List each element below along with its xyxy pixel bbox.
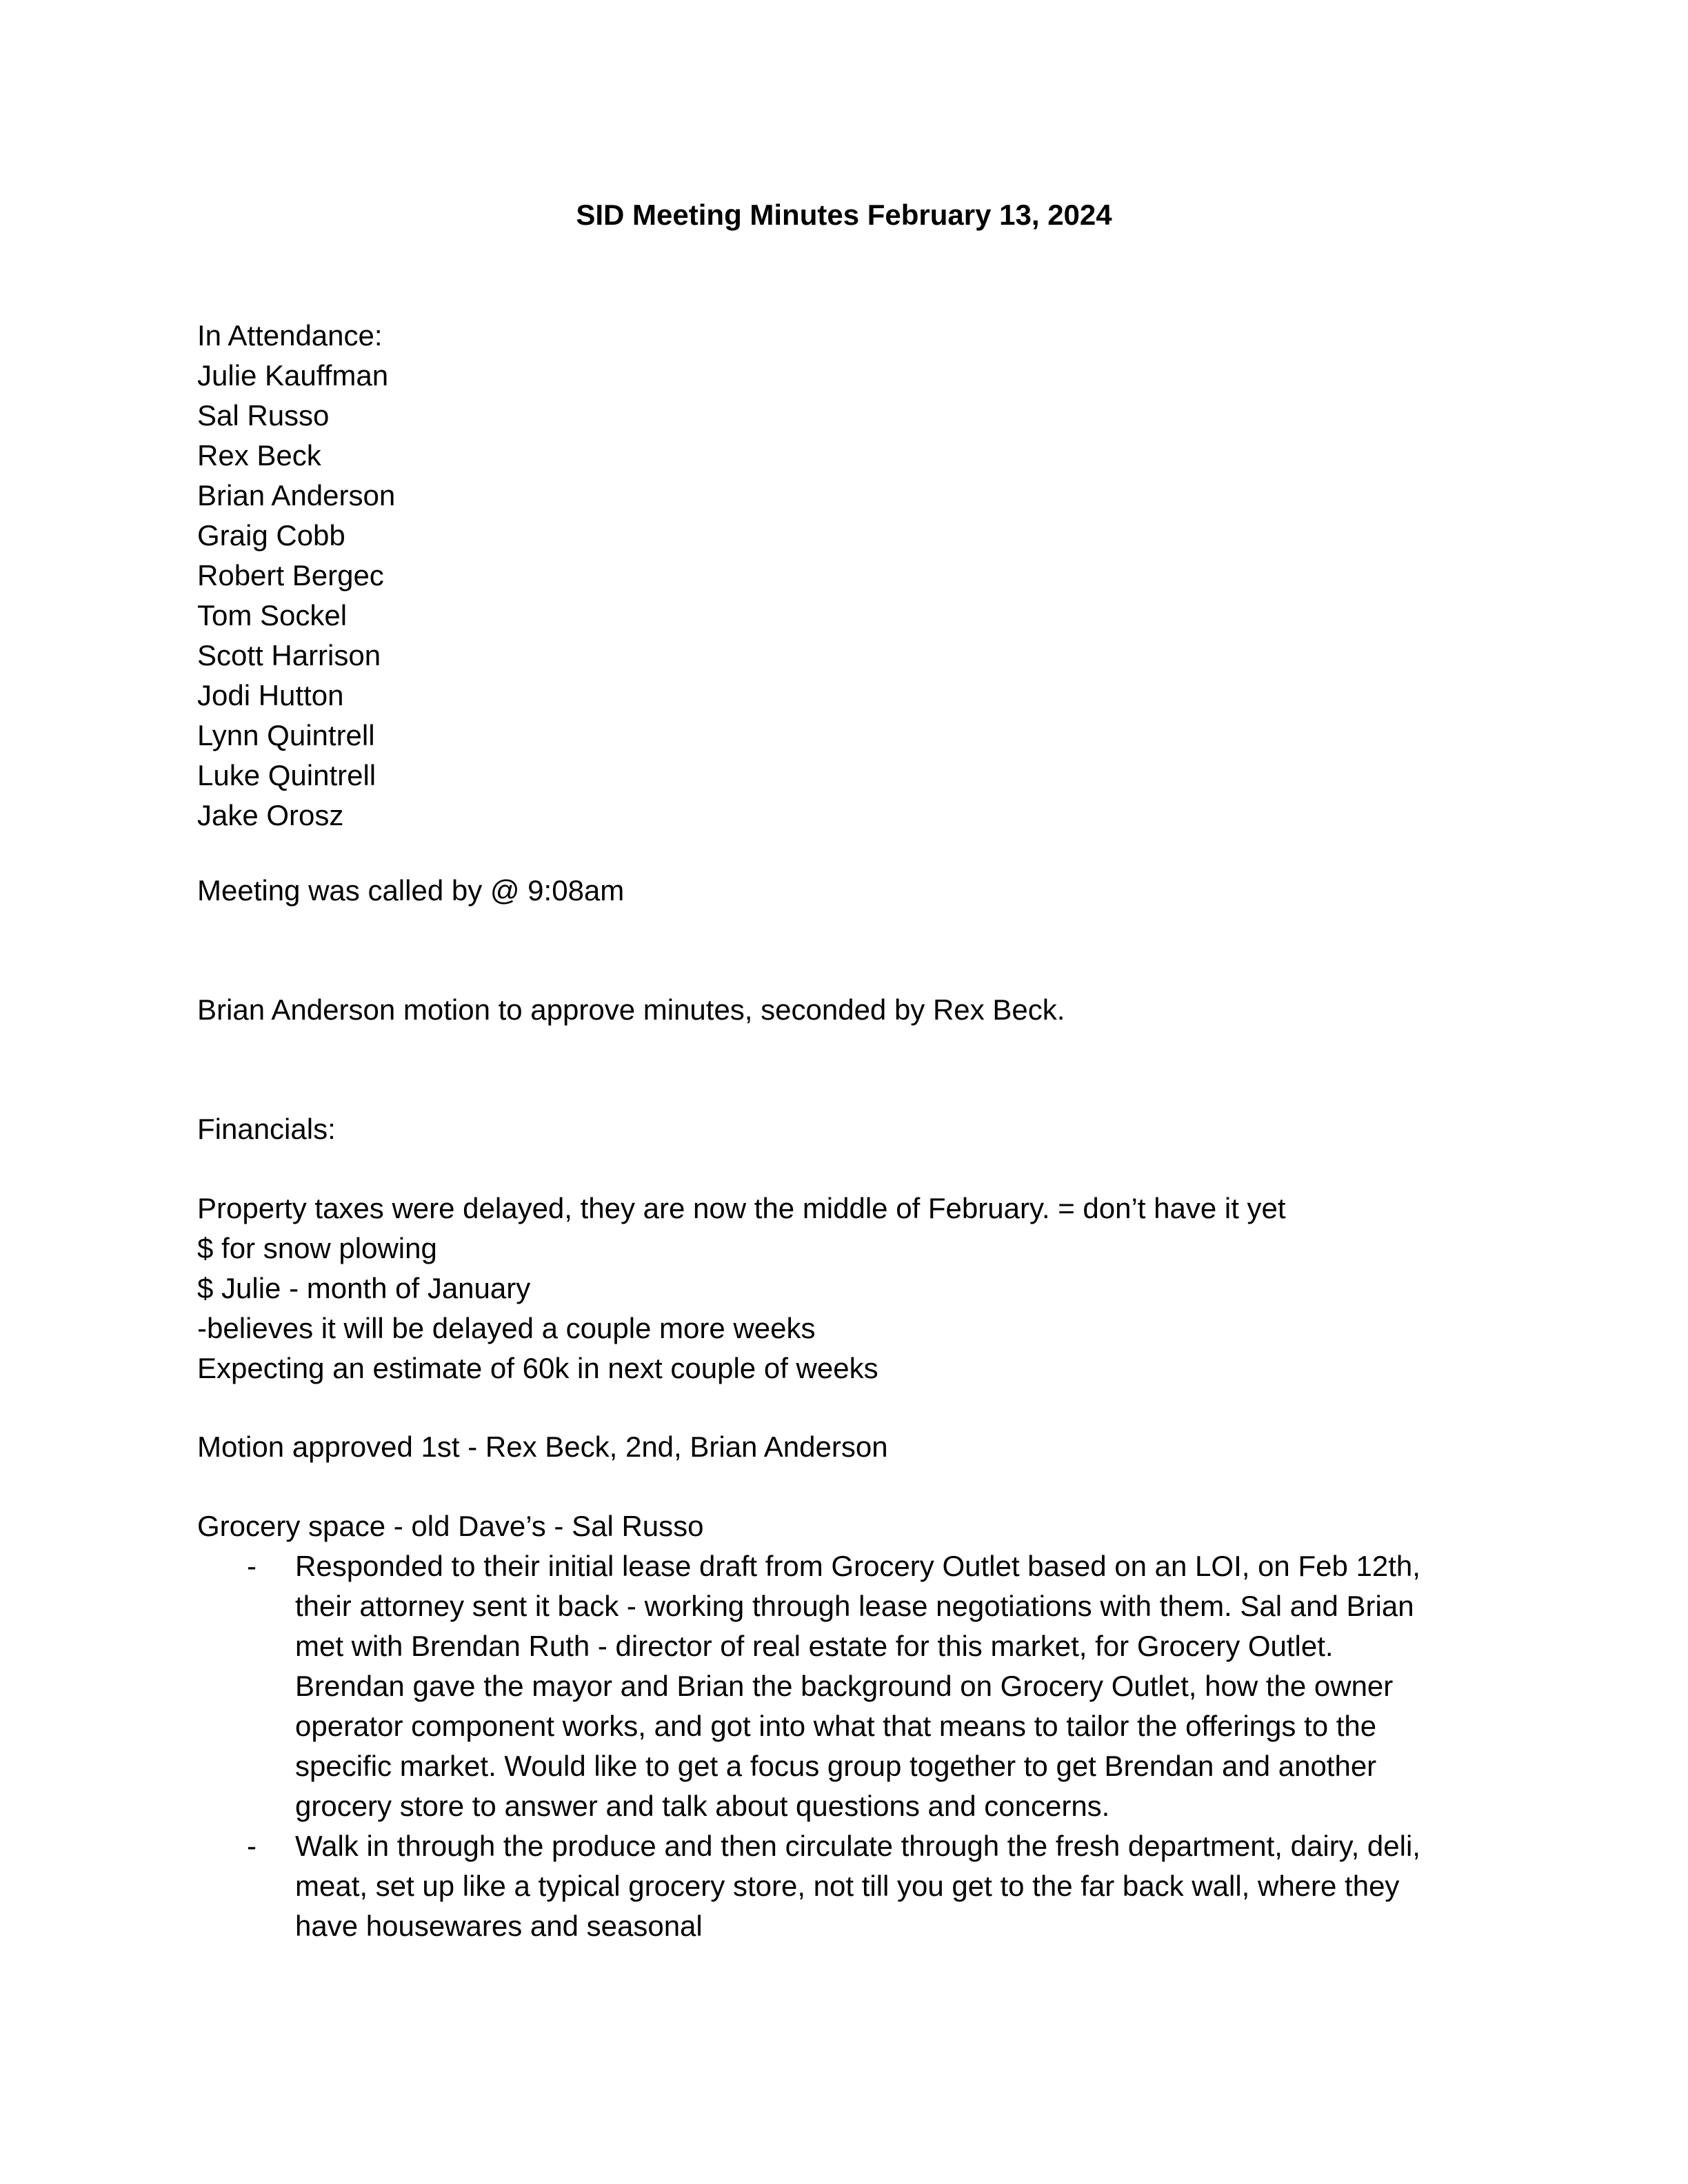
page-title: SID Meeting Minutes February 13, 2024: [576, 199, 1112, 231]
bullet-line: Walk in through the produce and then circulate through the fresh department, dairy, deli,: [295, 1830, 1420, 1862]
list-item: [197, 1546, 1507, 1826]
bullet-line: met with Brendan Ruth - director of real estate for this market, for Grocery Outlet.: [295, 1630, 1334, 1662]
meeting-called-text: Meeting was called by @ 9:08am: [197, 874, 625, 907]
attendee-name: Robert Bergec: [197, 559, 384, 592]
financials-heading: Financials:: [197, 1113, 336, 1145]
attendee-name: Scott Harrison: [197, 639, 381, 671]
attendee-name: Jake Orosz: [197, 799, 344, 831]
bullet-line: Brendan gave the mayor and Brian the background on Grocery Outlet, how the owner: [295, 1670, 1394, 1702]
attendance-heading: In Attendance:: [197, 319, 383, 352]
attendee-name: Jodi Hutton: [197, 679, 344, 711]
financials-section: [197, 1189, 1507, 1388]
bullet-line: operator component works, and got into what that means to tailor the offerings to the: [295, 1710, 1377, 1742]
attendee-name: Graig Cobb: [197, 519, 345, 552]
bullet-line: have housewares and seasonal: [295, 1910, 703, 1942]
attendee-name: Luke Quintrell: [197, 759, 376, 791]
financials-line: Expecting an estimate of 60k in next couple of weeks: [197, 1352, 878, 1384]
grocery-heading: Grocery space - old Dave’s - Sal Russo: [197, 1510, 704, 1542]
attendee-name: Rex Beck: [197, 439, 321, 472]
grocery-bullet-list: [197, 1546, 1507, 1946]
attendee-name: Sal Russo: [197, 399, 330, 432]
minutes-motion-text: Brian Anderson motion to approve minutes, seconded by Rex Beck.: [197, 993, 1065, 1026]
financials-heading-section: [197, 1109, 1507, 1149]
attendance-section: [197, 316, 1507, 836]
bullet-line: meat, set up like a typical grocery store, not till you get to the far back wall, where they: [295, 1870, 1400, 1902]
attendee-name: Julie Kauffman: [197, 359, 389, 392]
attendee-name: Lynn Quintrell: [197, 719, 375, 751]
financials-line: Property taxes were delayed, they are now the middle of February. = don’t have it yet: [197, 1192, 1286, 1224]
minutes-motion-section: [197, 990, 1507, 1030]
grocery-heading-section: [197, 1506, 1507, 1546]
attendee-name: Tom Sockel: [197, 599, 348, 631]
financials-motion-text: Motion approved 1st - Rex Beck, 2nd, Brian Anderson: [197, 1430, 888, 1463]
bullet-dash: -: [247, 1830, 257, 1862]
attendee-name: Brian Anderson: [197, 479, 396, 512]
financials-line: -believes it will be delayed a couple more weeks: [197, 1312, 816, 1344]
meeting-called-section: [197, 871, 1507, 911]
bullet-line: Responded to their initial lease draft from Grocery Outlet based on an LOI, on Feb 12th,: [295, 1550, 1420, 1582]
financials-line: $ Julie - month of January: [197, 1272, 531, 1304]
financials-line: $ for snow plowing: [197, 1232, 437, 1264]
bullet-line: their attorney sent it back - working through lease negotiations with them. Sal and Brian: [295, 1590, 1414, 1622]
list-item: [197, 1826, 1507, 1946]
bullet-dash: -: [247, 1550, 257, 1582]
financials-motion-section: [197, 1427, 1507, 1467]
bullet-line: specific market. Would like to get a focus group together to get Brendan and another: [295, 1750, 1377, 1782]
bullet-line: grocery store to answer and talk about questions and concerns.: [295, 1790, 1110, 1822]
